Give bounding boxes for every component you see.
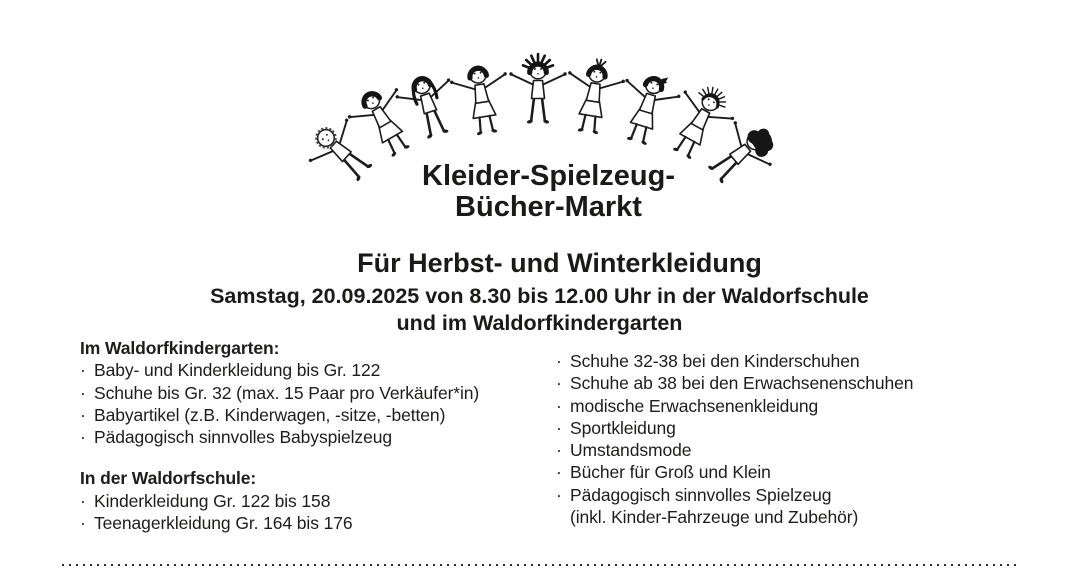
market-title-line2: Bücher-Markt	[455, 191, 642, 223]
list-item	[556, 484, 996, 506]
list-item-text: Baby- und Kinderkleidung bis Gr. 122	[94, 360, 381, 381]
market-title	[9, 161, 1079, 223]
list-item-text: Sportkleidung	[570, 417, 676, 438]
list-item-text: Kinderkleidung Gr. 122 bis 158	[94, 490, 331, 511]
list-item	[80, 382, 540, 404]
list-item-text: modische Erwachsenenkleidung	[570, 395, 819, 416]
list-item	[80, 404, 540, 426]
child-figure	[559, 55, 627, 138]
list-item	[556, 461, 996, 483]
bullet: ·	[556, 462, 562, 483]
bullet: ·	[556, 351, 562, 371]
market-title-line1: Kleider-Spielzeug-	[422, 160, 675, 192]
bullet: ·	[556, 484, 562, 505]
child-figure	[448, 62, 515, 139]
right-column	[556, 350, 996, 528]
list-item-text: Babyartikel (z.B. Kinderwagen, -sitze, -betten)	[94, 404, 446, 425]
list-item	[556, 372, 996, 394]
date-time-line: Samstag, 20.09.2025 von 8.30 bis 12.00 Uhr in der Waldorfschule	[210, 284, 869, 308]
list-item	[556, 350, 996, 372]
list-item	[80, 426, 540, 448]
list-item-text: Pädagogisch sinnvolles Spielzeug	[570, 484, 832, 505]
list-item-text: Teenagerkleidung Gr. 164 bis 176	[94, 513, 353, 534]
dotted-cut-line	[62, 564, 1018, 566]
list-item-text: Pädagogisch sinnvolles Babyspielzeug	[94, 427, 392, 448]
list-item-continuation: (inkl. Kinder-Fahrzeuge und Zubehör)	[570, 507, 859, 528]
list-item	[80, 490, 540, 512]
bullet: ·	[80, 513, 86, 534]
bullet: ·	[80, 404, 86, 425]
bullet: ·	[556, 395, 562, 416]
list-item	[556, 417, 996, 439]
list-item-text: Bücher für Groß und Klein	[570, 462, 771, 483]
school-section	[80, 467, 540, 534]
list-item	[80, 359, 540, 381]
list-item-text: Schuhe ab 38 bei den Erwachsenenschuhen	[570, 373, 914, 394]
bullet: ·	[556, 440, 562, 461]
bullet: ·	[80, 427, 86, 448]
bullet: ·	[556, 417, 562, 438]
bullet: ·	[556, 373, 562, 394]
list-item-text: Schuhe 32-38 bei den Kinderschuhen	[570, 351, 860, 371]
location-line: und im Waldorfkindergarten	[396, 311, 683, 335]
child-figure	[509, 54, 566, 124]
child-figure	[392, 68, 466, 145]
kindergarten-section	[80, 337, 540, 448]
list-item	[556, 395, 996, 417]
season-headline: Für Herbst- und Winterkleidung	[357, 248, 762, 278]
child-figure	[609, 66, 685, 152]
bullet: ·	[80, 360, 86, 381]
list-item	[556, 439, 996, 461]
list-item-text: Schuhe bis Gr. 32 (max. 15 Paar pro Verkäufer*in)	[94, 382, 480, 403]
section-heading: In der Waldorfschule:	[80, 468, 257, 489]
bullet: ·	[80, 490, 86, 511]
bullet: ·	[80, 382, 86, 403]
list-item	[80, 512, 540, 534]
left-column	[80, 337, 540, 534]
section-heading: Im Waldorfkindergarten:	[80, 338, 280, 358]
list-item-text: Umstandsmode	[570, 440, 692, 461]
